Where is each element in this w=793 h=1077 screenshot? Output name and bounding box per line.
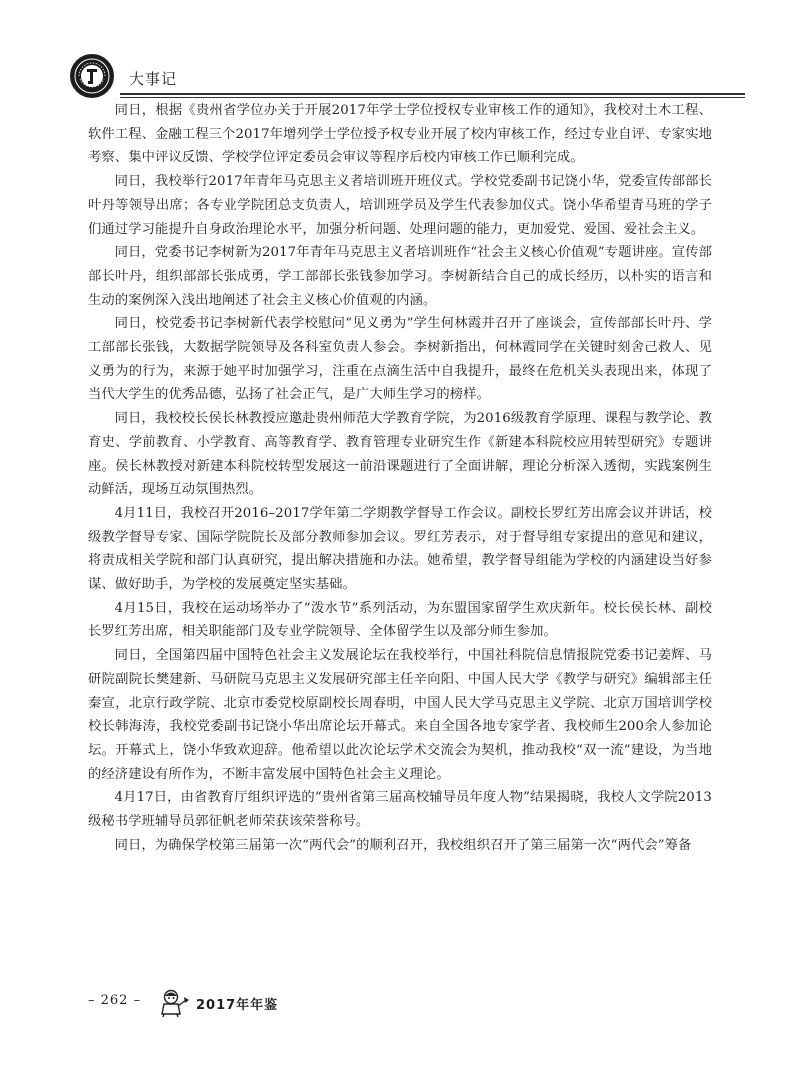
paragraph: 同日，为确保学校第三届第一次“两代会”的顺利召开，我校组织召开了第三届第一次“两代会”筹备 <box>114 837 692 853</box>
article-body <box>88 99 712 858</box>
paragraph: 同日，我校校长侯长林教授应邀赴贵州师范大学教育学院，为2016级教育学原理、课程与教学论、教育史、学前教育、小学教育、高等教育学、教育管理专业研究生作《新建本科院校应用转型研究》专题讲座。侯长林教授对新建本科院校转型发展这一前沿课题进行了全面讲解，理论分析深入透彻，实践案例生动鲜活，现场互动氛围热烈。 <box>88 411 712 498</box>
paragraph: 同日，根据《贵州省学位办关于开展2017年学士学位授权专业审核工作的通知》，我校对土木工程、软件工程、金融工程三个2017年增列学士学位授予权专业开展了校内审核工作，经过专业自评、专家实地考察、集中评议反馈、学校学位评定委员会审议等程序后校内审核工作已顺利完成。 <box>88 103 712 166</box>
yearbook-title: 2017年年鉴 <box>196 998 279 1013</box>
page-footer <box>88 988 388 1018</box>
page-number: – 262 – <box>88 993 142 1008</box>
paragraph: 4月17日，由省教育厅组织评选的“贵州省第三届高校辅导员年度人物”结果揭晓，我校人文学院2013级秘书学班辅导员郭征帆老师荣获该荣誉称号。 <box>88 790 712 830</box>
header-rule <box>120 93 745 95</box>
page-header <box>70 54 745 98</box>
paragraph: 同日，全国第四届中国特色社会主义发展论坛在我校举行，中国社科院信息情报院党委书记姜辉、马研院副院长樊建新、马研院马克思主义发展研究部主任辛向阳、中国人民大学《教学与研究》编辑部主任秦宣，北京行政学院、北京市委党校原副校长周春明，中国人民大学马克思主义学院、北京万国培训学校校长韩海涛，我校党委副书记饶小华出席论坛开幕式。来自全国各地专家学者、我校师生200余人参加论坛。开幕式上，饶小华致欢迎辞。他希望以此次论坛学术交流会为契机，推动我校“双一流”建设，为当地的经济建设有所作为，不断丰富发展中国特色社会主义理论。 <box>88 648 712 782</box>
university-seal-icon <box>70 54 114 98</box>
paragraph: 同日，校党委书记李树新代表学校慰问“见义勇为”学生何林霞并召开了座谈会，宣传部部长叶丹、学工部部长张钱，大数据学院领导及各科室负责人参会。李树新指出，何林霞同学在关键时刻舍己救人、见义勇为的行为，来源于她平时加强学习，注重在点滴生活中自我提升，最终在危机关头表现出来，体现了当代大学生的优秀品德，弘扬了社会正气，是广大师生学习的榜样。 <box>88 316 712 403</box>
section-title: 大事记 <box>129 70 178 88</box>
header-rule-thin <box>120 97 745 98</box>
mascot-figure-icon <box>154 988 192 1018</box>
paragraph: 同日，我校举行2017年青年马克思主义者培训班开班仪式。学校党委副书记饶小华，党委宣传部部长叶丹等领导出席；各专业学院团总支负责人，培训班学员及学生代表参加仪式。饶小华希望青马班的学子们通过学习能提升自身政治理论水平，加强分析问题、处理问题的能力，更加爱党、爱国、爱社会主义。 <box>88 174 712 237</box>
paragraph: 4月15日，我校在运动场举办了“泼水节”系列活动，为东盟国家留学生欢庆新年。校长侯长林、副校长罗红芳出席，相关职能部门及专业学院领导、全体留学生以及部分师生参加。 <box>88 600 712 640</box>
paragraph: 同日，党委书记李树新为2017年青年马克思主义者培训班作“社会主义核心价值观”专题讲座。宣传部部长叶丹，组织部部长张成勇，学工部部长张钱参加学习。李树新结合自己的成长经历，以朴实的语言和生动的案例深入浅出地阐述了社会主义核心价值观的内涵。 <box>88 245 712 308</box>
paragraph: 4月11日，我校召开2016–2017学年第二学期教学督导工作会议。副校长罗红芳出席会议并讲话，校级教学督导专家、国际学院院长及部分教师参加会议。罗红芳表示，对于督导组专家提出的意见和建议，将责成相关学院和部门认真研究，提出解决措施和办法。她希望，教学督导组能为学校的内涵建设当好参谋、做好助手，为学校的发展奠定坚实基础。 <box>88 505 712 593</box>
